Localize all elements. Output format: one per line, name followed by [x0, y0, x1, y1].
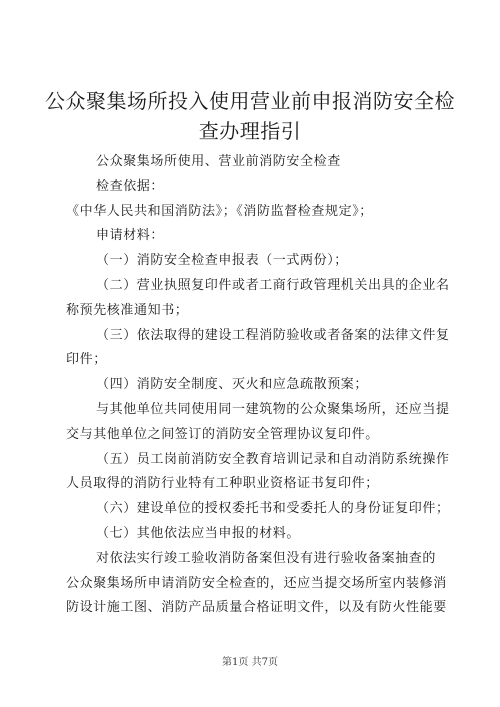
- text-line: （一）消防安全检查申报表（一式两份）；: [96, 253, 348, 269]
- text-line: 人员取得的消防行业特有工种职业资格证书复印件；: [66, 476, 379, 492]
- text-line: （二）营业执照复印件或者工商行政管理机关出具的企业名: [96, 277, 450, 293]
- text-line: 防设计施工图、消防产品质量合格证明文件，以及有防火性能要: [66, 600, 447, 616]
- text-line: 交与其他单位之间签订的消防安全管理协议复印件。: [66, 426, 379, 442]
- text-line: 与其他单位共同使用同一建筑物的公众聚集场所，还应当提: [96, 401, 450, 417]
- text-line: 公众聚集场所使用、营业前消防安全检查: [96, 154, 341, 169]
- page-footer: 第1页 共7页: [222, 657, 278, 668]
- text-line: （三）依法取得的建设工程消防验收或者备案的法律文件复: [96, 327, 450, 343]
- title-line-1: 公众聚集场所投入使用营业前申报消防安全检: [45, 89, 455, 113]
- text-line: 检查依据：: [96, 178, 165, 194]
- text-line: 公众聚集场所申请消防安全检查的，还应当提交场所室内装修消: [66, 575, 447, 591]
- text-line: 印件；: [66, 352, 107, 368]
- text-line: （七）其他依法应当申报的材料。: [96, 525, 301, 541]
- title-line-2: 查办理指引: [198, 119, 302, 143]
- text-line: （六）建设单位的授权委托书和受委托人的身份证复印件；: [96, 501, 450, 517]
- document-title: [40, 86, 460, 146]
- text-line: 对依法实行竣工验收消防备案但没有进行验收备案抽查的: [96, 550, 437, 566]
- text-line: （四）消防安全制度、灭火和应急疏散预案；: [96, 377, 369, 393]
- text-line: 称预先核准通知书；: [66, 302, 189, 318]
- text-line: 《中华人民共和国消防法》；《消防监督检查规定》；: [66, 203, 373, 219]
- text-line: 申请材料：: [96, 228, 165, 244]
- text-line: （五）员工岗前消防安全教育培训记录和自动消防系统操作: [96, 451, 450, 467]
- document-body: [66, 150, 450, 621]
